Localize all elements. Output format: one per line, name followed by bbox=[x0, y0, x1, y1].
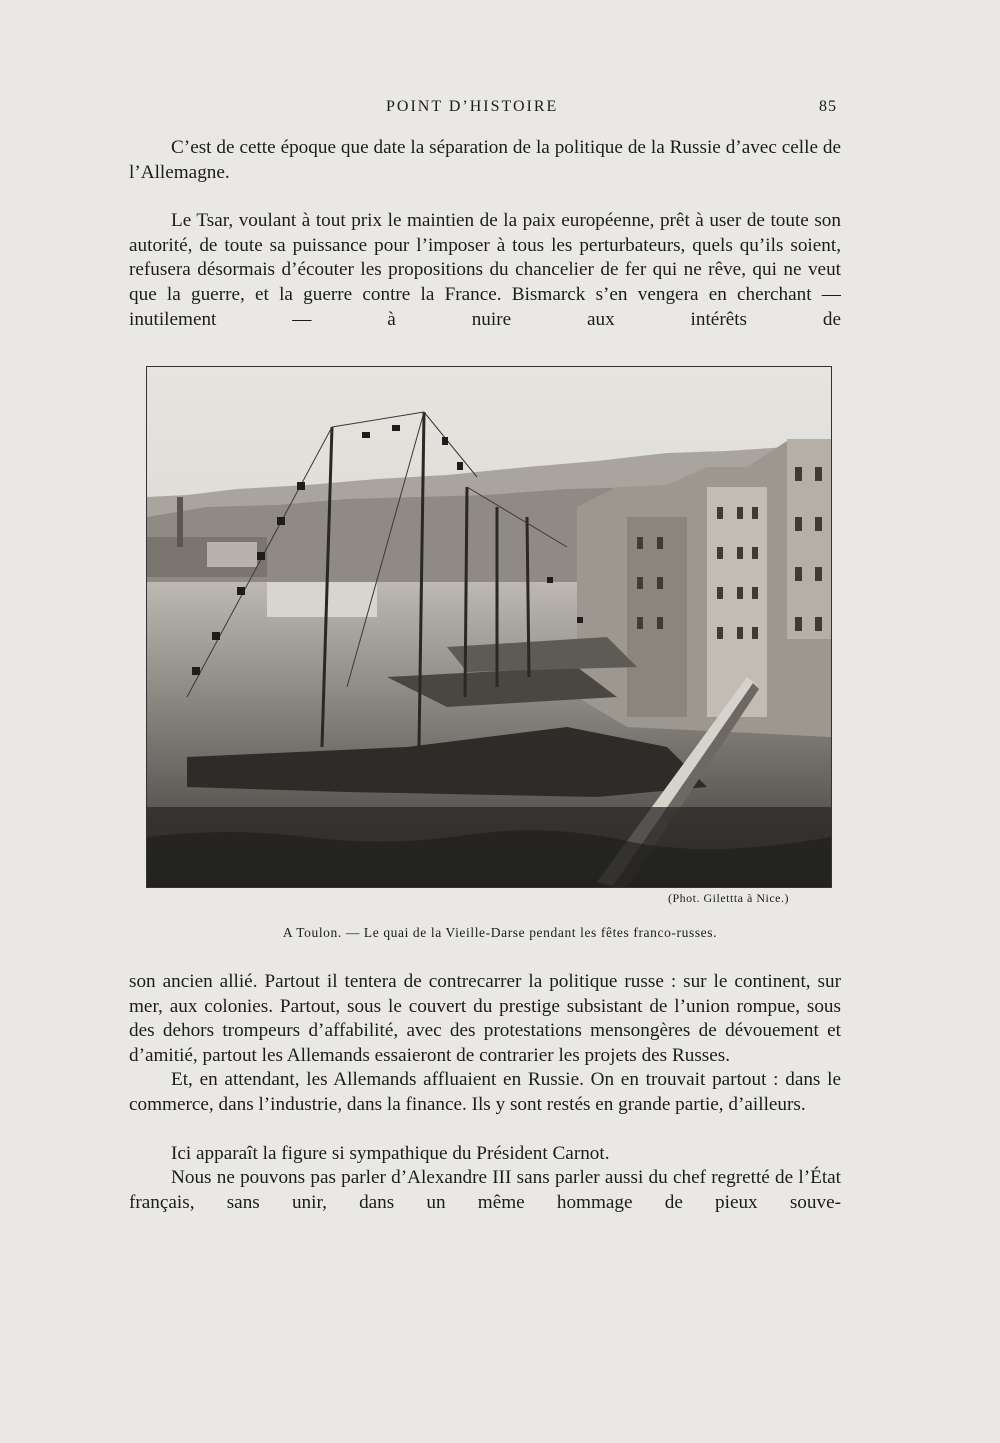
paragraph: Et, en attendant, les Allemands affluaient en Russie. On en trouvait partout : dans le commerce, dans l’industrie, dans la finance. Ils y sont restés en grande partie, d’ailleurs. bbox=[129, 1069, 841, 1115]
paragraph: Ici apparaît la figure si sympathique du Président Carnot. bbox=[171, 1142, 610, 1164]
harbor-photograph bbox=[146, 366, 832, 888]
running-head bbox=[0, 98, 1000, 122]
page-number: 85 bbox=[819, 98, 837, 115]
text-block-top bbox=[129, 136, 841, 332]
paragraph: Nous ne pouvons pas parler d’Alexandre III sans parler aussi du chef regretté de l’État français, sans unir, dans un même hommage de pieux souve- bbox=[129, 1167, 841, 1213]
paragraph: son ancien allié. Partout il tentera de contrecarrer la politique russe : sur le continent, sur mer, aux colonies. Partout, sous le couvert du prestige subsistant de l’union rompue, sous des dehors trompeurs d’affabilité, avec des protestations mensongères de dévouement et d’amitié, partout les Allemands essaieront de contrarier les projets des Russes. bbox=[129, 971, 841, 1066]
running-title: POINT D’HISTOIRE bbox=[386, 98, 559, 115]
figure-caption: A Toulon. — Le quai de la Vieille-Darse pendant les fêtes franco-russes. bbox=[282, 925, 718, 940]
text-block-bottom bbox=[129, 970, 841, 1215]
paragraph: C’est de cette époque que date la séparation de la politique de la Russie d’avec celle de l’Allemagne. bbox=[129, 137, 841, 183]
photo-credit: (Phot. Gilettta à Nice.) bbox=[668, 891, 789, 905]
paragraph: Le Tsar, voulant à tout prix le maintien de la paix européenne, prêt à user de toute son autorité, de toute sa puissance pour l’imposer à tous les perturbateurs, quels qu’ils soient, refusera désormais d’écouter les propositions du chancelier de fer qui ne rêve, qui ne veut que la guerre, et la guerre contre la France. Bismarck s’en vengera en cherchant — inutilement — à nuire aux intérêts de bbox=[129, 210, 841, 330]
